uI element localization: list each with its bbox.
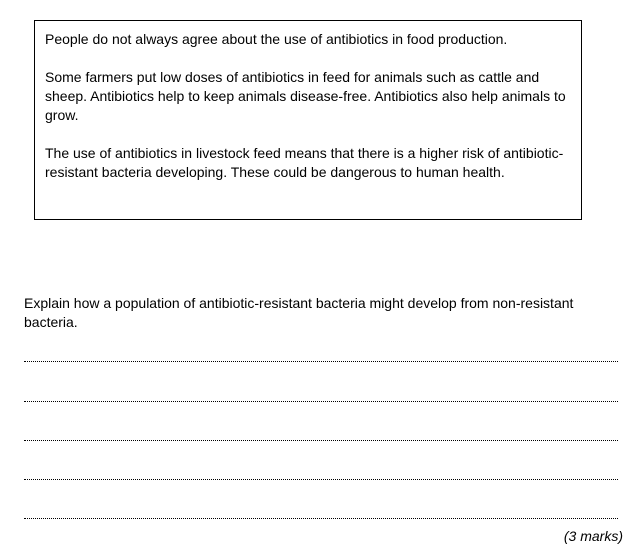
marks-label: (3 marks)	[563, 528, 623, 544]
answer-line-3[interactable]	[24, 440, 618, 441]
answer-line-5[interactable]	[24, 518, 618, 519]
answer-line-2[interactable]	[24, 401, 618, 402]
information-box	[34, 20, 582, 220]
answer-line-4[interactable]	[24, 479, 618, 480]
passage-paragraph-2: Some farmers put low doses of antibiotics in feed for animals such as cattle and sheep. Antibiotics help to keep animals disease-free. Antibiotics also help animals to grow.	[45, 69, 566, 123]
passage-paragraph-1: People do not always agree about the use of antibiotics in food production.	[45, 31, 508, 47]
answer-line-1[interactable]	[24, 361, 618, 362]
passage-paragraph-3: The use of antibiotics in livestock feed means that there is a higher risk of antibiotic-resistant bacteria developing. These could be dangerous to human health.	[45, 145, 564, 180]
question-text: Explain how a population of antibiotic-resistant bacteria might develop from non-resistant bacteria.	[24, 295, 574, 330]
